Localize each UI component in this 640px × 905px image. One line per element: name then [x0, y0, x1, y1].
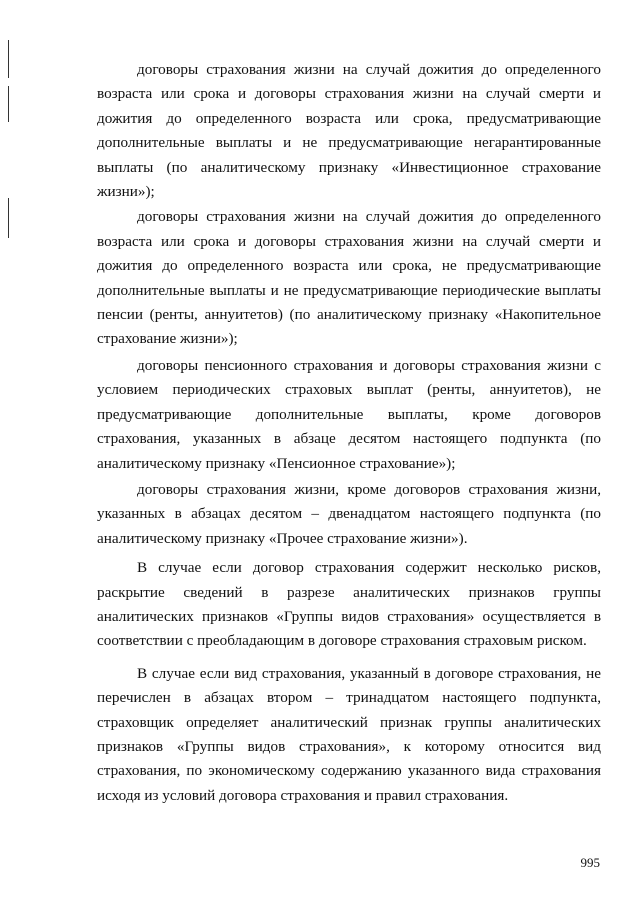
paragraph-savings-life-insurance: договоры страхования жизни на случай дожития до определенного возраста или срока и договоры страхования жизни на случай смерти и дожития до определенного возраста или срока, не предусматривающие дополнительные выплаты и не предусматривающие периодические выплаты пенсии (ренты, аннуитетов) (по аналитическому признаку «Накопительное страхование жизни»);: [97, 208, 601, 348]
paragraph-pension-insurance: договоры пенсионного страхования и договоры страхования жизни с условием периодических страховых выплат (ренты, аннуитетов), не предусматривающие дополнительные выплаты, кроме договоров страхования, указанных в абзаце десятом настоящего подпункта (по аналитическому признаку «Пенсионное страхование»);: [97, 356, 601, 472]
paragraph-other-life-insurance: договоры страхования жизни, кроме договоров страхования жизни, указанных в абзацах десятом – двенадцатом настоящего подпункта (по аналитическому признаку «Прочее страхование жизни»).: [97, 480, 601, 547]
paragraph-investment-life-insurance: договоры страхования жизни на случай дожития до определенного возраста или срока и договоры страхования жизни на случай смерти и дожития до определенного возраста или срока, предусматривающие дополнительные выплаты и не предусматривающие негарантированные выплаты (по аналитическому признаку «Инвестиционное страхование жизни»);: [97, 61, 601, 201]
paragraph-multiple-risks: В случае если договор страхования содержит несколько рисков, раскрытие сведений в разрезе аналитических признаков группы аналитических признаков «Группы видов страхования» осуществляется в соответствии с преобладающим в договоре страхования страховым риском.: [97, 559, 601, 650]
paragraph-unlisted-insurance-type: В случае если вид страхования, указанный в договоре страхования, не перечислен в абзацах втором – тринадцатом настоящего подпункта, страховщик определяет аналитический признак группы аналитических признаков «Группы видов страхования», к которому относится вид страхования, по экономическому содержанию указанного вида страхования исходя из условий договора страхования и правил страхования.: [97, 664, 601, 804]
document-body: [97, 58, 601, 808]
margin-mark: [8, 40, 9, 78]
margin-mark: [8, 198, 9, 238]
page-number: 995: [580, 855, 600, 870]
margin-mark: [8, 86, 9, 122]
